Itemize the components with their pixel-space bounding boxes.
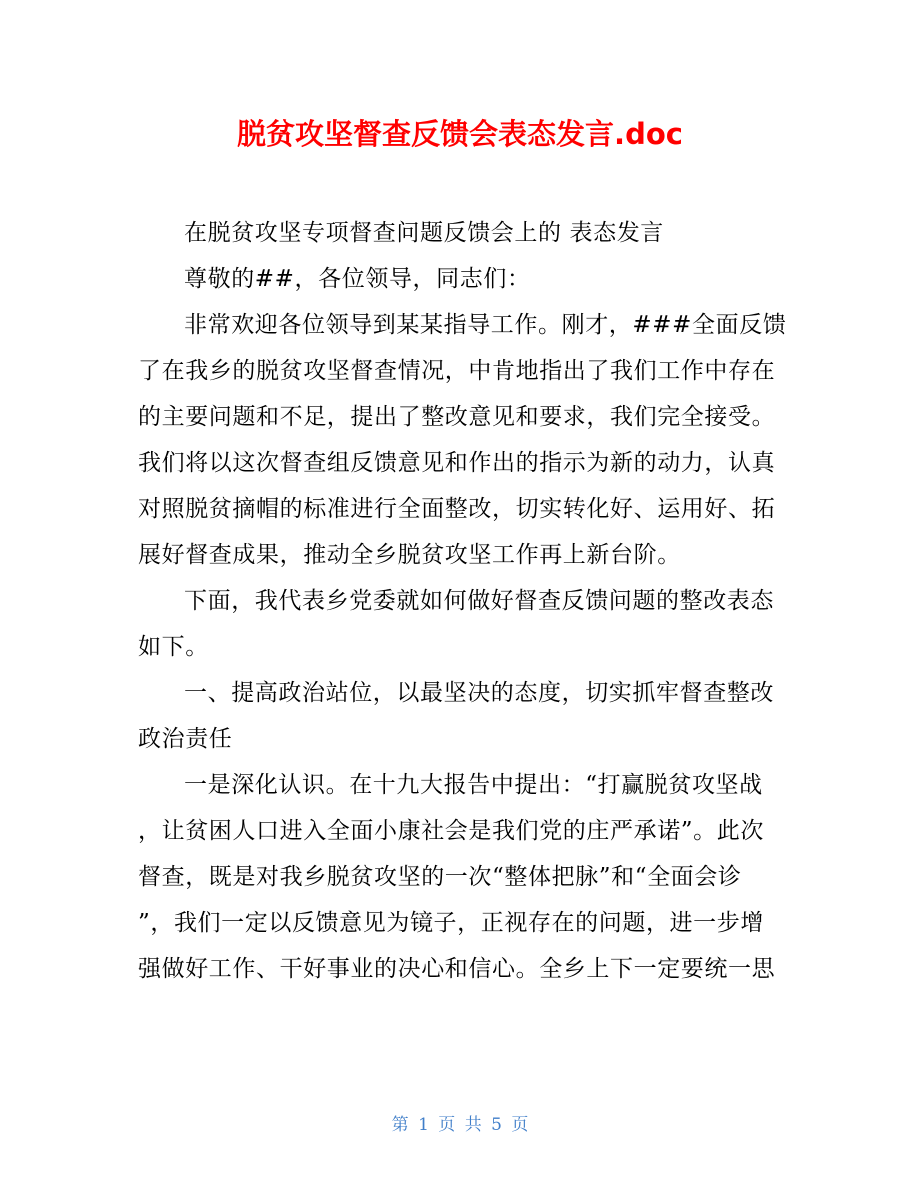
body-line: ”，我们一定以反馈意见为镜子，正视存在的问题，进一步增 [138,910,764,936]
page-number-footer: 第 1 页 共 5 页 [391,1115,529,1135]
body-line: 强做好工作、干好事业的决心和信心。全乡上下一定要统一思 [138,956,776,982]
body-line: 展好督查成果，推动全乡脱贫攻坚工作再上新台阶。 [138,542,681,568]
body-line: 的主要问题和不足，提出了整改意见和要求，我们完全接受。 [138,404,776,430]
body-line: 了在我乡的脱贫攻坚督查情况，中肯地指出了我们工作中存在 [138,358,776,384]
body-line: ，让贫困人口进入全面小康社会是我们党的庄严承诺”。此次 [138,818,764,844]
body-line: 如下。 [138,634,209,660]
body-line: 下面，我代表乡党委就如何做好督查反馈问题的整改表态 [184,588,774,614]
body-line: 非常欢迎各位领导到某某指导工作。刚才，###全面反馈 [184,312,787,338]
body-line: 一、提高政治站位，以最坚决的态度，切实抓牢督查整改 [184,680,774,706]
body-line: 一是深化认识。在十九大报告中提出：“打赢脱贫攻坚战 [184,772,763,798]
body-line: 督查，既是对我乡脱贫攻坚的一次“整体把脉”和“全面会诊 [138,864,742,890]
body-line: 在脱贫攻坚专项督查问题反馈会上的 表态发言 [184,220,664,246]
document-title: 脱贫攻坚督查反馈会表态发言.doc [237,117,683,151]
document-body [138,210,786,992]
body-line: 政治责任 [138,726,233,752]
body-line: 尊敬的##，各位领导，同志们： [184,266,531,292]
body-line: 我们将以这次督查组反馈意见和作出的指示为新的动力，认真 [138,450,776,476]
body-line: 对照脱贫摘帽的标准进行全面整改，切实转化好、运用好、拓 [138,496,776,522]
